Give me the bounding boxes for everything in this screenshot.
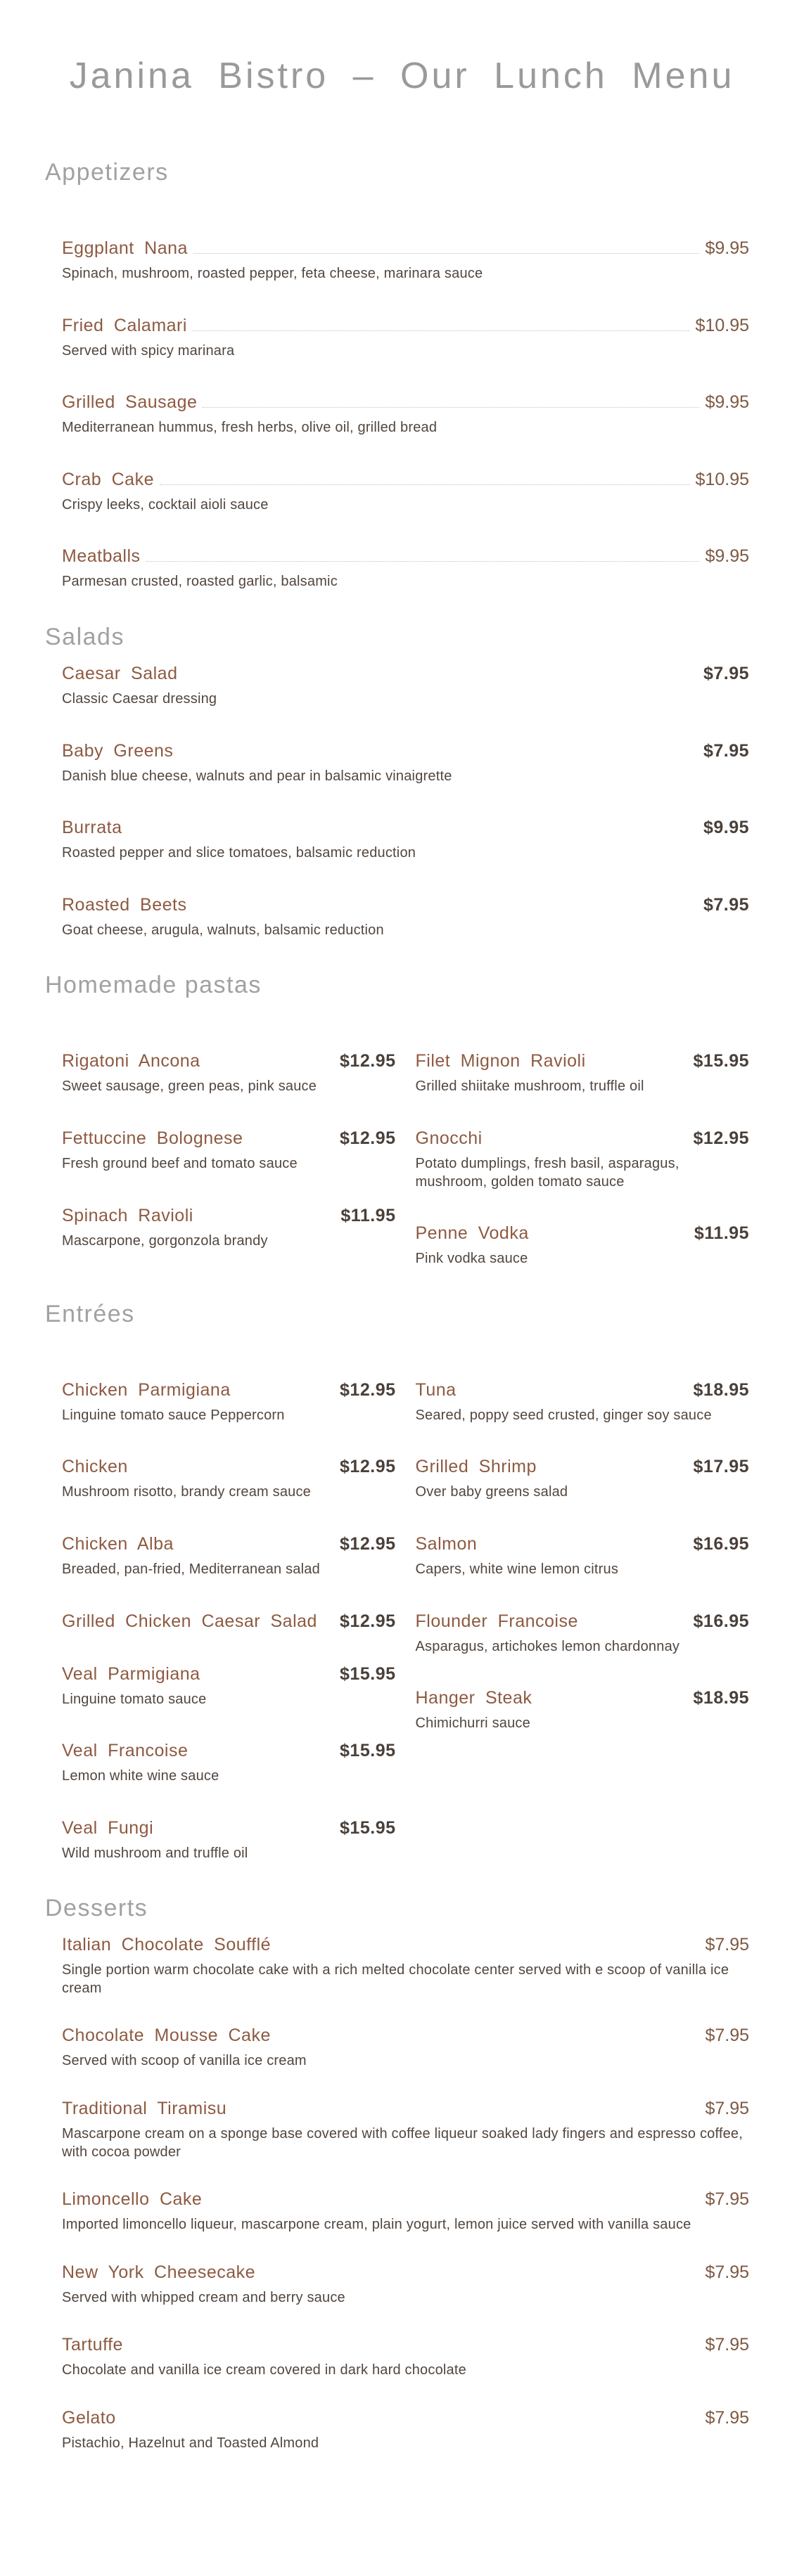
item-price: $12.95 bbox=[340, 1379, 396, 1400]
item-name: Rigatoni Ancona bbox=[62, 1051, 200, 1071]
menu-item-row bbox=[62, 316, 749, 336]
item-price: $18.95 bbox=[693, 1379, 749, 1400]
menu-sections bbox=[0, 159, 804, 2453]
menu-item bbox=[62, 895, 749, 940]
menu-column bbox=[416, 1380, 750, 1895]
item-description: Parmesan crusted, roasted garlic, balsamic bbox=[62, 574, 338, 590]
item-name: Penne Vodka bbox=[415, 1223, 529, 1244]
menu-item bbox=[416, 1380, 750, 1425]
menu-item-row bbox=[62, 1664, 396, 1685]
menu-item bbox=[416, 1223, 750, 1268]
item-name: Gnocchi bbox=[415, 1128, 483, 1148]
item-price: $7.95 bbox=[705, 2189, 749, 2210]
section-appetizers bbox=[0, 159, 804, 591]
item-description: Seared, poppy seed crusted, ginger soy sauce bbox=[415, 1407, 712, 1423]
menu-item-row bbox=[62, 664, 749, 684]
item-name: Veal Fungi bbox=[62, 1817, 154, 1838]
item-price: $15.95 bbox=[693, 1051, 749, 1071]
item-description: Sweet sausage, green peas, pink sauce bbox=[62, 1078, 317, 1095]
item-description: Wild mushroom and truffle oil bbox=[62, 1845, 248, 1861]
item-name: Veal Parmigiana bbox=[62, 1663, 200, 1684]
menu-item-row bbox=[62, 1818, 396, 1838]
item-description: Mascarpone cream on a sponge base covered with coffee liqueur soaked lady fingers and espresso coffee, with cocoa powder bbox=[62, 2126, 744, 2160]
item-name: Hanger Steak bbox=[415, 1688, 532, 1708]
section-heading-pastas: Homemade pastas bbox=[45, 972, 262, 999]
item-price: $12.95 bbox=[340, 1128, 396, 1148]
section-heading-appetizers: Appetizers bbox=[45, 159, 169, 186]
item-name: Spinach Ravioli bbox=[62, 1205, 193, 1225]
section-heading-desserts: Desserts bbox=[45, 1895, 148, 1922]
menu-item bbox=[62, 1741, 396, 1786]
item-price: $12.95 bbox=[340, 1051, 396, 1071]
item-price: $12.95 bbox=[340, 1611, 396, 1631]
page-title: Janina Bistro – Our Lunch Menu bbox=[69, 56, 735, 96]
menu-item bbox=[62, 2189, 749, 2234]
item-description: Mushroom risotto, brandy cream sauce bbox=[62, 1484, 312, 1500]
menu-item-row bbox=[62, 2335, 749, 2355]
menu-item-row bbox=[62, 1534, 396, 1554]
menu-item-row bbox=[62, 392, 749, 413]
item-description: Mascarpone, gorgonzola brandy bbox=[62, 1232, 268, 1249]
item-price: $7.95 bbox=[703, 663, 749, 683]
item-description: Pink vodka sauce bbox=[415, 1251, 528, 1267]
item-name: Veal Francoise bbox=[62, 1741, 189, 1761]
item-description: Lemon white wine sauce bbox=[62, 1768, 219, 1784]
menu-item-row bbox=[62, 1206, 396, 1226]
item-name: Chicken Alba bbox=[62, 1533, 174, 1554]
item-name: Flounder Francoise bbox=[415, 1611, 578, 1631]
menu-item-row bbox=[62, 2099, 749, 2119]
item-price: $18.95 bbox=[693, 1688, 749, 1708]
item-price: $9.95 bbox=[705, 238, 749, 258]
menu-item bbox=[62, 1206, 396, 1251]
item-name: Chicken Parmigiana bbox=[62, 1379, 231, 1400]
item-description: Roasted pepper and slice tomatoes, balsamic reduction bbox=[62, 845, 416, 861]
dotted-leader bbox=[146, 561, 700, 562]
item-price: $15.95 bbox=[340, 1663, 396, 1684]
item-name: Italian Chocolate Soufflé bbox=[62, 1935, 272, 1955]
menu-item bbox=[62, 2026, 749, 2071]
item-name: Fried Calamari bbox=[62, 315, 187, 335]
menu-item-row bbox=[416, 1051, 750, 1071]
menu-item-row bbox=[416, 1223, 750, 1244]
item-price: $9.95 bbox=[705, 546, 749, 567]
item-price: $12.95 bbox=[693, 1128, 749, 1148]
menu-item-row bbox=[62, 1380, 396, 1400]
menu-item bbox=[62, 238, 749, 283]
menu-item bbox=[62, 316, 749, 361]
item-description: Single portion warm chocolate cake with a rich melted chocolate center served with e scoop of vanilla ice cream bbox=[62, 1962, 729, 1996]
item-name: Limoncello Cake bbox=[62, 2189, 203, 2210]
item-name: Crab Cake bbox=[62, 469, 154, 489]
menu-item bbox=[62, 1611, 396, 1632]
item-name: Fettuccine Bolognese bbox=[62, 1128, 243, 1148]
section-heading-entrees: Entrées bbox=[45, 1300, 135, 1327]
item-price: $7.95 bbox=[705, 2335, 749, 2355]
menu-item-row bbox=[416, 1128, 750, 1149]
menu-column bbox=[62, 1051, 396, 1300]
item-name: Burrata bbox=[62, 818, 122, 838]
menu-item-row bbox=[62, 1457, 396, 1477]
menu-item bbox=[62, 546, 749, 591]
item-price: $16.95 bbox=[693, 1611, 749, 1631]
item-description: Potato dumplings, fresh basil, asparagus, mushroom, golden tomato sauce bbox=[415, 1155, 679, 1190]
item-description: Served with scoop of vanilla ice cream bbox=[62, 2053, 307, 2069]
menu-item bbox=[62, 392, 749, 437]
item-name: Chocolate Mousse Cake bbox=[62, 2026, 271, 2046]
section-items bbox=[45, 1935, 749, 2452]
item-description: Over baby greens salad bbox=[415, 1484, 568, 1500]
menu-item bbox=[62, 1380, 396, 1425]
menu-item bbox=[62, 1457, 396, 1502]
menu-item bbox=[416, 1051, 750, 1096]
item-description: Danish blue cheese, walnuts and pear in balsamic vinaigrette bbox=[62, 768, 452, 784]
item-name: Traditional Tiramisu bbox=[62, 2099, 227, 2119]
menu-item-row bbox=[62, 1051, 396, 1071]
item-name: New York Cheesecake bbox=[62, 2262, 256, 2282]
item-description: Capers, white wine lemon citrus bbox=[415, 1561, 619, 1577]
item-price: $15.95 bbox=[340, 1741, 396, 1761]
item-description: Spinach, mushroom, roasted pepper, feta cheese, marinara sauce bbox=[62, 266, 483, 281]
item-price: $7.95 bbox=[705, 2262, 749, 2282]
item-description: Linguine tomato sauce bbox=[62, 1691, 207, 1707]
item-name: Caesar Salad bbox=[62, 663, 178, 683]
item-price: $9.95 bbox=[703, 818, 749, 838]
menu-item-row bbox=[62, 470, 749, 490]
menu-item bbox=[416, 1128, 750, 1191]
menu-item bbox=[62, 664, 749, 709]
menu-item bbox=[62, 818, 749, 863]
item-name: Gelato bbox=[62, 2408, 116, 2428]
item-name: Baby Greens bbox=[62, 740, 174, 761]
section-items bbox=[45, 238, 749, 591]
item-description: Asparagus, artichokes lemon chardonnay bbox=[415, 1638, 680, 1654]
menu-item-row bbox=[416, 1457, 750, 1477]
menu-item-row bbox=[62, 2408, 749, 2428]
item-description: Pistachio, Hazelnut and Toasted Almond bbox=[62, 2435, 319, 2452]
item-description: Crispy leeks, cocktail aioli sauce bbox=[62, 496, 269, 513]
section-salads bbox=[0, 624, 804, 939]
menu-column bbox=[62, 1380, 396, 1895]
item-name: Grilled Sausage bbox=[62, 392, 198, 413]
item-description: Goat cheese, arugula, walnuts, balsamic reduction bbox=[62, 922, 384, 938]
menu-item-row bbox=[62, 2262, 749, 2283]
item-description: Fresh ground beef and tomato sauce bbox=[62, 1155, 298, 1171]
menu-item-row bbox=[416, 1611, 750, 1632]
menu-item bbox=[62, 1051, 396, 1096]
menu-item-row bbox=[416, 1380, 750, 1400]
item-name: Roasted Beets bbox=[62, 894, 187, 915]
item-name: Grilled Shrimp bbox=[415, 1457, 537, 1477]
menu-item bbox=[62, 2408, 749, 2453]
menu-item bbox=[416, 1534, 750, 1579]
menu-column bbox=[416, 1051, 750, 1300]
dotted-leader bbox=[203, 407, 699, 408]
menu-item-row bbox=[62, 818, 749, 838]
item-price: $16.95 bbox=[693, 1533, 749, 1554]
item-description: Grilled shiitake mushroom, truffle oil bbox=[415, 1078, 644, 1095]
menu-item-row bbox=[62, 2189, 749, 2210]
item-price: $7.95 bbox=[705, 2026, 749, 2046]
item-price: $7.95 bbox=[703, 740, 749, 761]
menu-item bbox=[62, 470, 749, 515]
item-name: Grilled Chicken Caesar Salad bbox=[62, 1611, 317, 1631]
item-price: $7.95 bbox=[703, 894, 749, 915]
item-description: Served with whipped cream and berry sauce bbox=[62, 2289, 345, 2305]
menu-item-row bbox=[62, 1741, 396, 1761]
section-desserts bbox=[0, 1895, 804, 2452]
item-price: $7.95 bbox=[705, 2408, 749, 2428]
menu-item-row bbox=[62, 1128, 396, 1149]
menu-item-row bbox=[62, 238, 749, 259]
item-price: $12.95 bbox=[340, 1533, 396, 1554]
item-name: Tartuffe bbox=[62, 2335, 123, 2355]
dotted-leader bbox=[160, 484, 690, 485]
item-name: Chicken bbox=[62, 1457, 128, 1477]
menu-item bbox=[416, 1688, 750, 1733]
menu-item-row bbox=[416, 1688, 750, 1708]
section-items bbox=[45, 664, 749, 939]
section-items bbox=[45, 1380, 749, 1895]
menu-item-row bbox=[62, 2026, 749, 2046]
menu-item bbox=[416, 1457, 750, 1502]
item-name: Meatballs bbox=[62, 546, 141, 567]
item-name: Eggplant Nana bbox=[62, 238, 188, 258]
menu-item bbox=[62, 741, 749, 786]
section-entrees bbox=[0, 1301, 804, 1895]
item-description: Linguine tomato sauce Peppercorn bbox=[62, 1407, 285, 1423]
item-name: Filet Mignon Ravioli bbox=[415, 1051, 586, 1071]
menu-item bbox=[416, 1611, 750, 1656]
item-price: $12.95 bbox=[340, 1457, 396, 1477]
menu-item bbox=[62, 1935, 749, 1997]
item-price: $7.95 bbox=[705, 2099, 749, 2119]
menu-item bbox=[62, 1534, 396, 1579]
menu-item bbox=[62, 1128, 396, 1173]
item-price: $9.95 bbox=[705, 392, 749, 413]
item-name: Tuna bbox=[415, 1379, 457, 1400]
dotted-leader bbox=[193, 253, 700, 254]
item-price: $10.95 bbox=[695, 315, 749, 335]
section-heading-salads: Salads bbox=[45, 623, 125, 650]
menu-item-row bbox=[62, 546, 749, 567]
menu-item-row bbox=[62, 895, 749, 915]
menu-item bbox=[62, 2099, 749, 2161]
menu-item bbox=[62, 1664, 396, 1709]
menu-item-row bbox=[62, 1935, 749, 1955]
item-description: Mediterranean hummus, fresh herbs, olive oil, grilled bread bbox=[62, 420, 438, 436]
section-pastas bbox=[0, 972, 804, 1300]
item-description: Chimichurri sauce bbox=[415, 1715, 530, 1732]
menu-item bbox=[62, 2262, 749, 2307]
item-price: $11.95 bbox=[340, 1205, 396, 1225]
menu-item-row bbox=[62, 741, 749, 761]
item-description: Imported limoncello liqueur, mascarpone cream, plain yogurt, lemon juice served with vanilla sauce bbox=[62, 2217, 691, 2233]
item-description: Breaded, pan-fried, Mediterranean salad bbox=[62, 1561, 320, 1577]
item-price: $15.95 bbox=[340, 1817, 396, 1838]
item-price: $7.95 bbox=[705, 1935, 749, 1955]
menu-item bbox=[62, 2335, 749, 2380]
item-description: Served with spicy marinara bbox=[62, 342, 235, 359]
menu-item-row bbox=[62, 1611, 396, 1632]
item-name: Salmon bbox=[415, 1533, 478, 1554]
menu-item bbox=[62, 1818, 396, 1863]
section-items bbox=[45, 1051, 749, 1300]
item-price: $11.95 bbox=[694, 1223, 749, 1244]
item-price: $17.95 bbox=[693, 1457, 749, 1477]
dotted-leader bbox=[193, 330, 690, 331]
item-description: Chocolate and vanilla ice cream covered in dark hard chocolate bbox=[62, 2362, 466, 2378]
item-description: Classic Caesar dressing bbox=[62, 690, 217, 707]
item-price: $10.95 bbox=[695, 469, 749, 489]
menu-item-row bbox=[416, 1534, 750, 1554]
